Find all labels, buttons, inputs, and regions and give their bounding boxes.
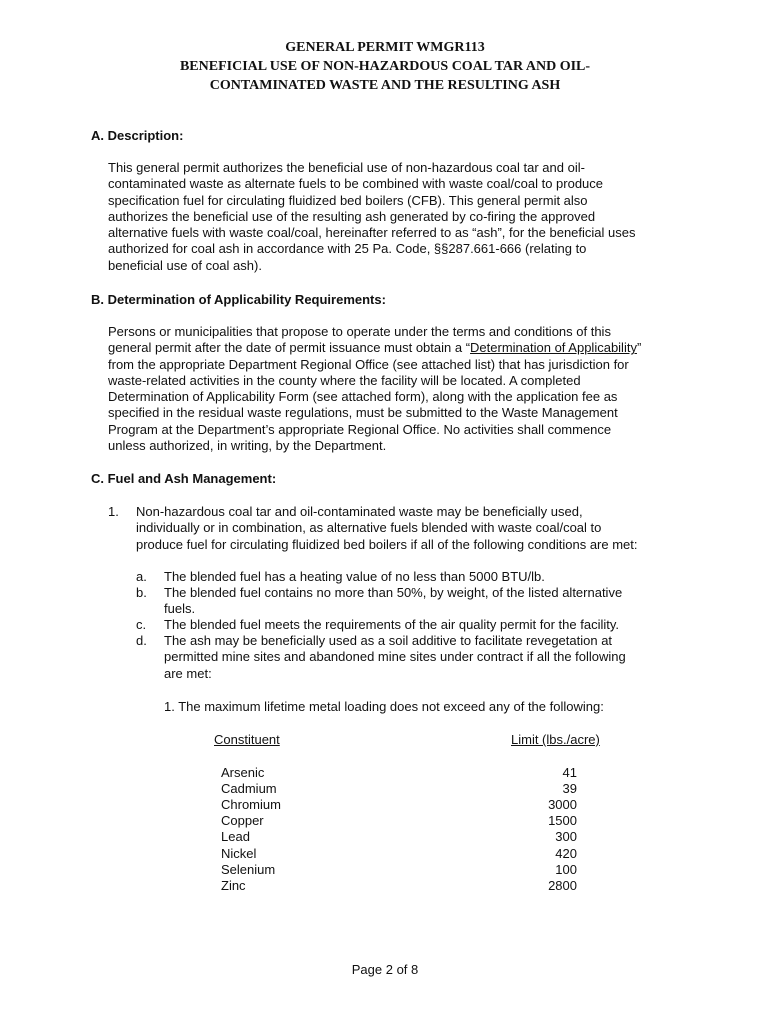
table-row [221, 846, 577, 862]
constituent-name: Lead [221, 829, 250, 844]
paragraph-line: Determination of Applicability Form (see attached form), along with the application fee as [108, 389, 618, 405]
limit-value: 41 [562, 765, 577, 780]
item-line: individually or in combination, as alternative fuels blended with waste coal/coal to [136, 520, 602, 536]
sub-item-label: b. [136, 585, 147, 600]
paragraph-line: alternative fuels with waste coal/coal, hereinafter referred to as “ash”, for the beneficial uses [108, 225, 636, 241]
limit-value: 100 [555, 862, 577, 877]
constituent-name: Chromium [221, 797, 281, 812]
paragraph-line: contaminated waste as alternate fuels to be combined with waste coal/coal to produce [108, 176, 604, 192]
paragraph-line: This general permit authorizes the beneficial use of non-hazardous coal tar and oil- [108, 160, 585, 175]
paragraph-line: waste-related activities in the county where the facility will be located. A completed [108, 372, 581, 388]
table-row [221, 862, 577, 878]
sub-item-body [164, 617, 684, 633]
sub-item-label: c. [136, 617, 147, 632]
section-a-heading: A. Description: [91, 128, 184, 143]
constituent-name: Zinc [221, 878, 246, 893]
sub-item-line: permitted mine sites and abandoned mine sites under contract if all the following [164, 649, 626, 665]
item-body [136, 504, 696, 553]
sub-item-body [164, 585, 684, 618]
limit-value: 1500 [548, 813, 577, 828]
paragraph-line: specification fuel for circulating fluidized bed boilers (CFB). This general permit also [108, 192, 588, 208]
table-row [221, 765, 577, 781]
title-line-2: BENEFICIAL USE OF NON-HAZARDOUS COAL TAR AND OIL- [179, 59, 591, 74]
sub-item-line: The ash may be beneficially used as a soil additive to facilitate revegetation at [164, 633, 613, 648]
sub-item-body [164, 633, 684, 682]
limit-value: 420 [555, 846, 577, 861]
sub-item-label: a. [136, 569, 147, 584]
constituent-name: Copper [221, 813, 264, 828]
determination-of-applicability-link[interactable]: Determination of Applicability [470, 340, 637, 356]
sub-item-line: The blended fuel has a heating value of no less than 5000 BTU/lb. [164, 569, 545, 584]
paragraph-line: authorizes the beneficial use of the resulting ash generated by co-firing the approved [108, 208, 596, 224]
item-number: 1. [108, 504, 119, 519]
table-row [221, 797, 577, 813]
paragraph-line: authorized for coal ash in accordance with 25 Pa. Code, §§287.661-666 (relating to [108, 241, 587, 257]
document-title [0, 38, 770, 95]
sub-item-line: fuels. [164, 601, 196, 617]
sub-item-line: are met: [164, 665, 212, 681]
limit-value: 300 [555, 829, 577, 844]
paragraph-line: Persons or municipalities that propose to operate under the terms and conditions of this [108, 324, 611, 339]
item-line: Non-hazardous coal tar and oil-contaminated waste may be beneficially used, [136, 504, 583, 519]
paragraph-line [108, 340, 688, 356]
constituent-name: Arsenic [221, 765, 265, 780]
paragraph-line: Program at the Department’s appropriate Regional Office. No activities shall commence [108, 421, 612, 437]
constituent-name: Selenium [221, 862, 276, 877]
page-number: Page 2 of 8 [351, 962, 419, 977]
paragraph-text: general permit after the date of permit issuance must obtain a “ [108, 340, 471, 356]
table-row [221, 813, 577, 829]
title-line-1: GENERAL PERMIT WMGR113 [285, 40, 485, 55]
section-a-paragraph [108, 160, 688, 274]
section-b-paragraph [108, 324, 688, 454]
table-row [221, 781, 577, 797]
section-c-heading: C. Fuel and Ash Management: [91, 471, 277, 486]
metal-loading-intro: 1. The maximum lifetime metal loading does not exceed any of the following: [164, 699, 604, 714]
paragraph-line: unless authorized, in writing, by the Department. [108, 438, 387, 454]
limit-value: 39 [562, 781, 577, 796]
constituent-name: Cadmium [221, 781, 277, 796]
paragraph-line: beneficial use of coal ash). [108, 257, 262, 273]
limit-value: 2800 [548, 878, 577, 893]
sub-item-label: d. [136, 633, 147, 648]
section-b-heading: B. Determination of Applicability Requirements: [91, 292, 386, 307]
table-header-constituent: Constituent [214, 732, 280, 747]
sub-item-line: The blended fuel meets the requirements of the air quality permit for the facility. [164, 617, 619, 632]
sub-item-body [164, 569, 684, 585]
item-line: produce fuel for circulating fluidized bed boilers if all of the following conditions are met: [136, 536, 638, 552]
table-header-limit: Limit (lbs./acre) [511, 732, 600, 747]
constituent-name: Nickel [221, 846, 257, 861]
title-line-3: CONTAMINATED WASTE AND THE RESULTING ASH [209, 78, 561, 93]
table-row [221, 829, 577, 845]
table-row [221, 878, 577, 894]
paragraph-text: ” [636, 340, 642, 356]
limit-value: 3000 [548, 797, 577, 812]
paragraph-line: from the appropriate Department Regional Office (see attached list) that has jurisdiction for [108, 356, 629, 372]
paragraph-line: specified in the residual waste regulations, must be submitted to the Waste Management [108, 405, 618, 421]
sub-item-line: The blended fuel contains no more than 50%, by weight, of the listed alternative [164, 585, 623, 600]
